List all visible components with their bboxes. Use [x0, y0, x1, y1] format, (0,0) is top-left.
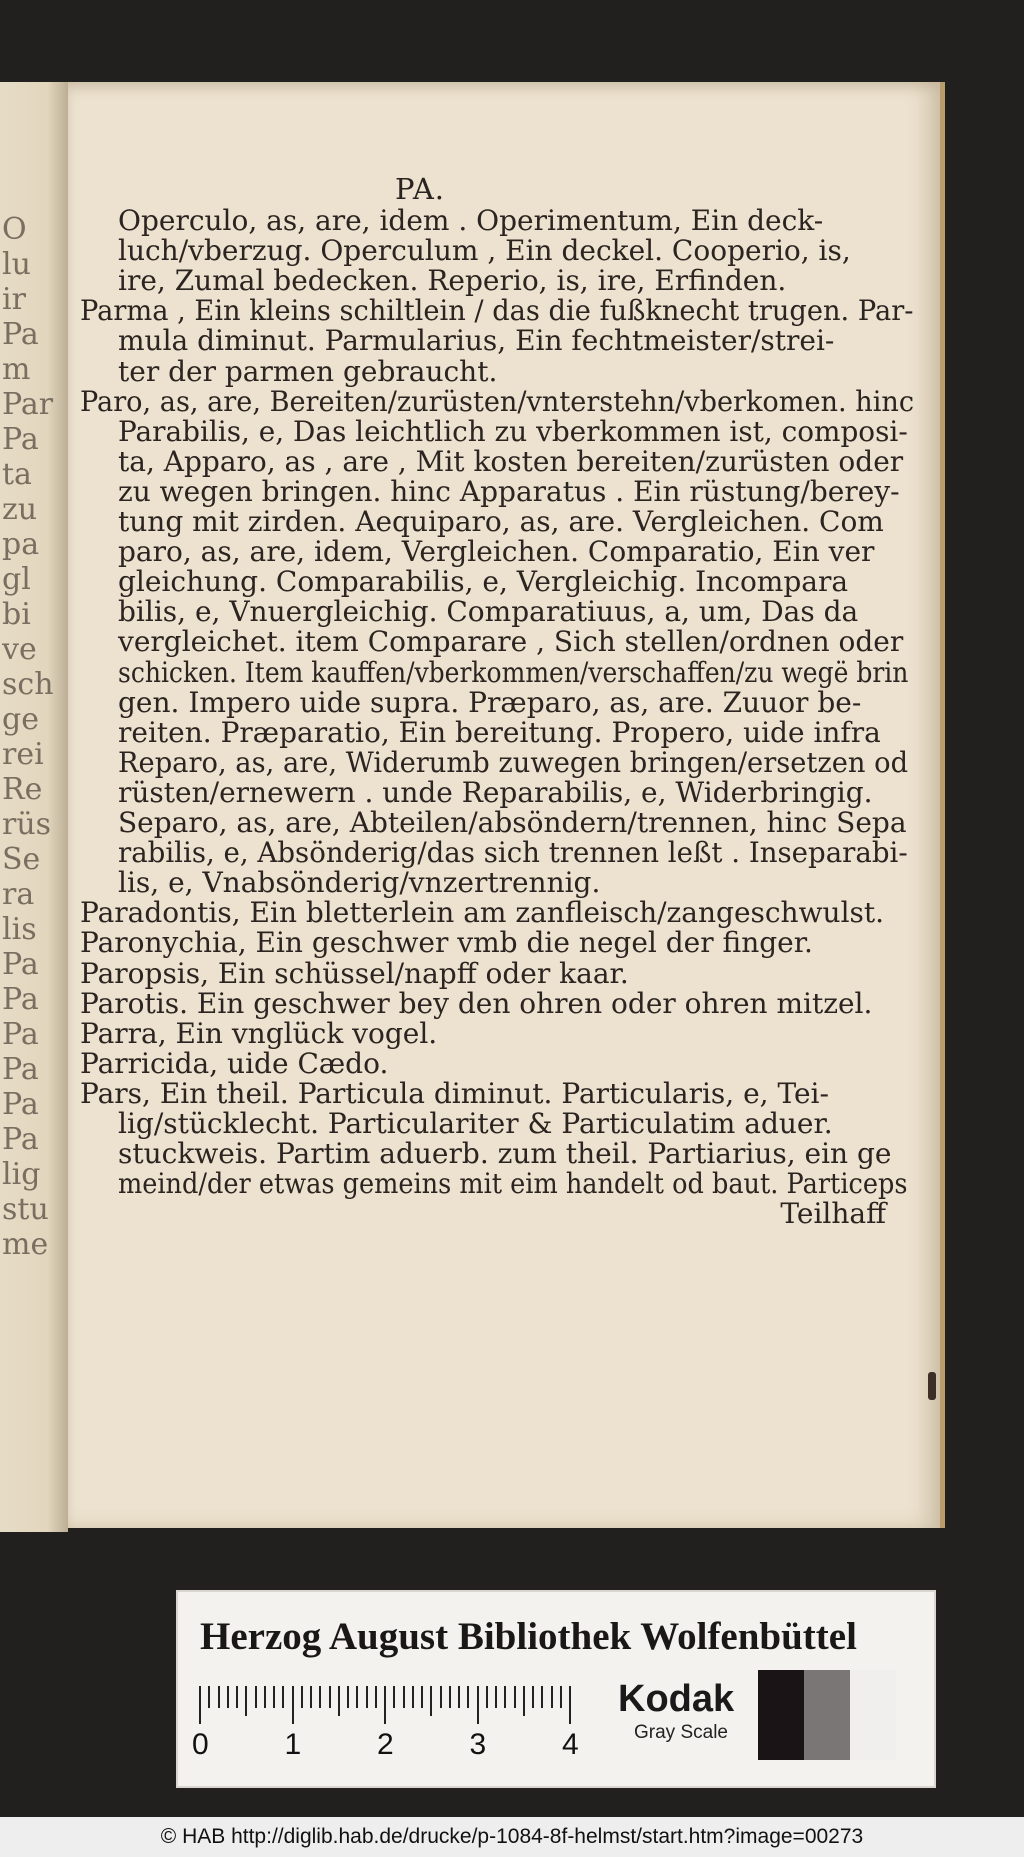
text-line: Parabilis, e, Das leichtlich zu vberkommen ist, composi-	[118, 414, 908, 448]
previous-page-fragment: m	[2, 352, 31, 387]
book-page	[68, 82, 945, 1528]
text-line: Paropsis, Ein schüssel/napff oder kaar.	[80, 956, 629, 990]
text-line: rabilis, e, Absönderig/das sich trennen leßt . Inseparabi-	[118, 836, 908, 870]
ruler-tick	[467, 1686, 469, 1708]
ruler-tick	[421, 1686, 423, 1708]
previous-page-fragment: gl	[2, 562, 31, 597]
ruler-number: 4	[562, 1728, 579, 1761]
text-line: luch/vberzug. Operculum , Ein deckel. Cooperio, is,	[118, 234, 851, 268]
text-line: Reparo, as, are, Widerumb zuwegen bringen/ersetzen od	[118, 745, 909, 779]
text-line: Teilhaff	[780, 1197, 886, 1231]
ruler-tick	[458, 1686, 460, 1708]
previous-page-fragment: bi	[2, 597, 31, 632]
ruler-tick	[449, 1686, 451, 1708]
ruler-number: 0	[192, 1728, 209, 1761]
text-line: mula diminut. Parmularius, Ein fechtmeister/strei-	[118, 324, 835, 358]
calibration-title: Herzog August Bibliothek Wolfenbüttel	[200, 1615, 857, 1658]
text-line: paro, as, are, idem, Vergleichen. Comparatio, Ein ver	[118, 535, 875, 569]
text-line: gen. Impero uide supra. Præparo, as, are. Zuuor be-	[118, 685, 862, 719]
swatch-black	[758, 1670, 804, 1760]
previous-page-fragment: lis	[2, 912, 37, 947]
previous-page-fragment: Pa	[2, 422, 39, 457]
text-line: tung mit zirden. Aequiparo, as, are. Vergleichen. Com	[118, 505, 884, 538]
text-line: vergleichet. item Comparare , Sich stellen/ordnen oder	[118, 625, 904, 659]
ruler-tick	[236, 1686, 238, 1708]
ruler-tick	[245, 1686, 247, 1716]
ruler-tick	[393, 1686, 395, 1708]
ruler-tick	[329, 1686, 331, 1708]
previous-page-fragment: Pa	[2, 1122, 39, 1157]
ruler-tick	[338, 1686, 340, 1716]
text-line: Pars, Ein theil. Particula diminut. Particularis, e, Tei-	[80, 1076, 829, 1110]
text-line: lig/stücklecht. Particulariter & Particulatim aduer.	[118, 1107, 833, 1140]
text-line: lis, e, Vnabsönderig/vnzertrennig.	[118, 866, 601, 900]
text-line: ta, Apparo, as , are , Mit kosten bereiten/zurüsten oder	[118, 444, 904, 478]
text-line: ter der parmen gebraucht.	[118, 354, 498, 388]
previous-page-fragment: Pa	[2, 947, 39, 982]
previous-page-fragment: pa	[2, 527, 40, 562]
previous-page-fragment: Pa	[2, 982, 39, 1017]
ruler-tick	[282, 1686, 284, 1708]
ruler-tick	[301, 1686, 303, 1708]
previous-page-fragment: ir	[2, 282, 26, 317]
swatch-gray	[804, 1670, 850, 1760]
text-line: schicken. Item kauffen/vberkommen/verschaffen/zu wegë brin	[118, 655, 909, 689]
previous-page-fragment: ge	[2, 702, 39, 737]
previous-page-fragment: O	[2, 212, 27, 247]
text-line: ire, Zumal bedecken. Reperio, is, ire, Erfinden.	[118, 264, 787, 298]
ruler-number: 3	[469, 1728, 487, 1761]
previous-page-fragment: Se	[2, 842, 41, 877]
swatch-white	[850, 1670, 896, 1760]
gray-scale-label: Gray Scale	[634, 1722, 728, 1743]
text-line: zu wegen bringen. hinc Apparatus . Ein rüstung/berey-	[118, 474, 900, 508]
previous-page-fragment: ta	[2, 457, 32, 492]
text-line: Paradontis, Ein bletterlein am zanfleisch/zangeschwulst.	[80, 896, 885, 930]
ruler-tick	[403, 1686, 405, 1708]
previous-page-fragment: Re	[2, 772, 43, 807]
ruler-tick	[495, 1686, 497, 1708]
kodak-logo: Kodak	[618, 1678, 735, 1720]
ruler-tick	[208, 1686, 210, 1708]
previous-page-fragment: lu	[2, 247, 31, 282]
ruler-tick	[347, 1686, 349, 1708]
calibration-card	[176, 1590, 936, 1788]
copyright-footer: © HAB http://diglib.hab.de/drucke/p-1084-8f-helmst/start.htm?image=00273	[0, 1817, 1024, 1857]
text-line: Paro, as, are, Bereiten/zurüsten/vnterstehn/vberkomen. hinc	[80, 384, 915, 418]
previous-page-edge	[0, 82, 68, 1532]
ruler-tick	[430, 1686, 432, 1716]
previous-page-fragment: ve	[2, 632, 37, 667]
ruler-tick	[504, 1686, 506, 1708]
ruler-tick	[292, 1686, 294, 1724]
text-line: bilis, e, Vnuergleichig. Comparatiuus, a, um, Das da	[118, 595, 859, 629]
ruler-tick	[356, 1686, 358, 1708]
previous-page-fragment: zu	[2, 492, 38, 527]
ruler-tick	[218, 1686, 220, 1708]
text-line: Parotis. Ein geschwer bey den ohren oder ohren mitzel.	[80, 986, 873, 1020]
previous-page-text	[2, 212, 66, 1262]
ruler-tick	[532, 1686, 534, 1708]
ruler-tick	[440, 1686, 442, 1708]
ruler-tick	[523, 1686, 525, 1716]
ruler-tick	[486, 1686, 488, 1708]
ruler-tick	[514, 1686, 516, 1708]
previous-page-fragment: rüs	[2, 807, 52, 842]
previous-page-fragment: Pa	[2, 317, 39, 352]
ruler-tick	[227, 1686, 229, 1708]
text-line: Operculo, as, are, idem . Operimentum, Ein deck-	[118, 204, 824, 237]
ruler-tick	[255, 1686, 257, 1708]
ruler-tick	[310, 1686, 312, 1708]
text-line: stuckweis. Partim aduerb. zum theil. Partiarius, ein ge	[118, 1137, 892, 1171]
ruler-tick	[366, 1686, 368, 1708]
text-line: Parricida, uide Cædo.	[80, 1046, 389, 1080]
ruler-tick	[412, 1686, 414, 1708]
previous-page-fragment: lig	[2, 1157, 41, 1192]
text-line: Paronychia, Ein geschwer vmb die negel der finger.	[80, 926, 813, 960]
ruler-tick	[551, 1686, 553, 1708]
ruler-tick	[199, 1686, 201, 1724]
previous-page-fragment: Pa	[2, 1052, 39, 1087]
previous-page-fragment: sch	[2, 667, 54, 702]
ruler-number: 2	[377, 1728, 394, 1761]
text-line: meind/der etwas gemeins mit eim handelt od baut. Particeps	[118, 1167, 908, 1201]
previous-page-fragment: stu	[2, 1192, 49, 1227]
ruler-tick	[477, 1686, 479, 1724]
page-header: PA.	[395, 172, 446, 206]
ruler-tick	[541, 1686, 543, 1708]
ruler-tick	[273, 1686, 275, 1708]
ruler-tick	[384, 1686, 386, 1724]
text-line: reiten. Præparatio, Ein bereitung. Propero, uide infra	[118, 715, 881, 749]
ruler-tick	[264, 1686, 266, 1708]
previous-page-fragment: Pa	[2, 1017, 39, 1052]
previous-page-fragment: Par	[2, 387, 54, 422]
previous-page-fragment: ra	[2, 877, 35, 912]
ruler-tick	[319, 1686, 321, 1708]
text-line: gleichung. Comparabilis, e, Vergleichig. Incompara	[118, 565, 849, 599]
text-line: Separo, as, are, Abteilen/absöndern/trennen, hinc Sepa	[118, 806, 907, 839]
ruler-tick	[569, 1686, 571, 1724]
previous-page-fragment: me	[2, 1227, 49, 1262]
previous-page-fragment: Pa	[2, 1087, 39, 1122]
ruler-tick	[560, 1686, 562, 1708]
text-line: rüsten/ernewern . unde Reparabilis, e, Widerbringig.	[118, 775, 873, 809]
previous-page-fragment: rei	[2, 737, 44, 772]
text-line: Parma , Ein kleins schiltlein / das die fußknecht trugen. Par-	[80, 294, 914, 328]
ruler-tick	[375, 1686, 377, 1708]
ruler-number: 1	[284, 1728, 302, 1761]
ink-mark	[928, 1372, 936, 1400]
text-line: Parra, Ein vnglück vogel.	[80, 1016, 438, 1050]
ruler	[192, 1686, 579, 1761]
